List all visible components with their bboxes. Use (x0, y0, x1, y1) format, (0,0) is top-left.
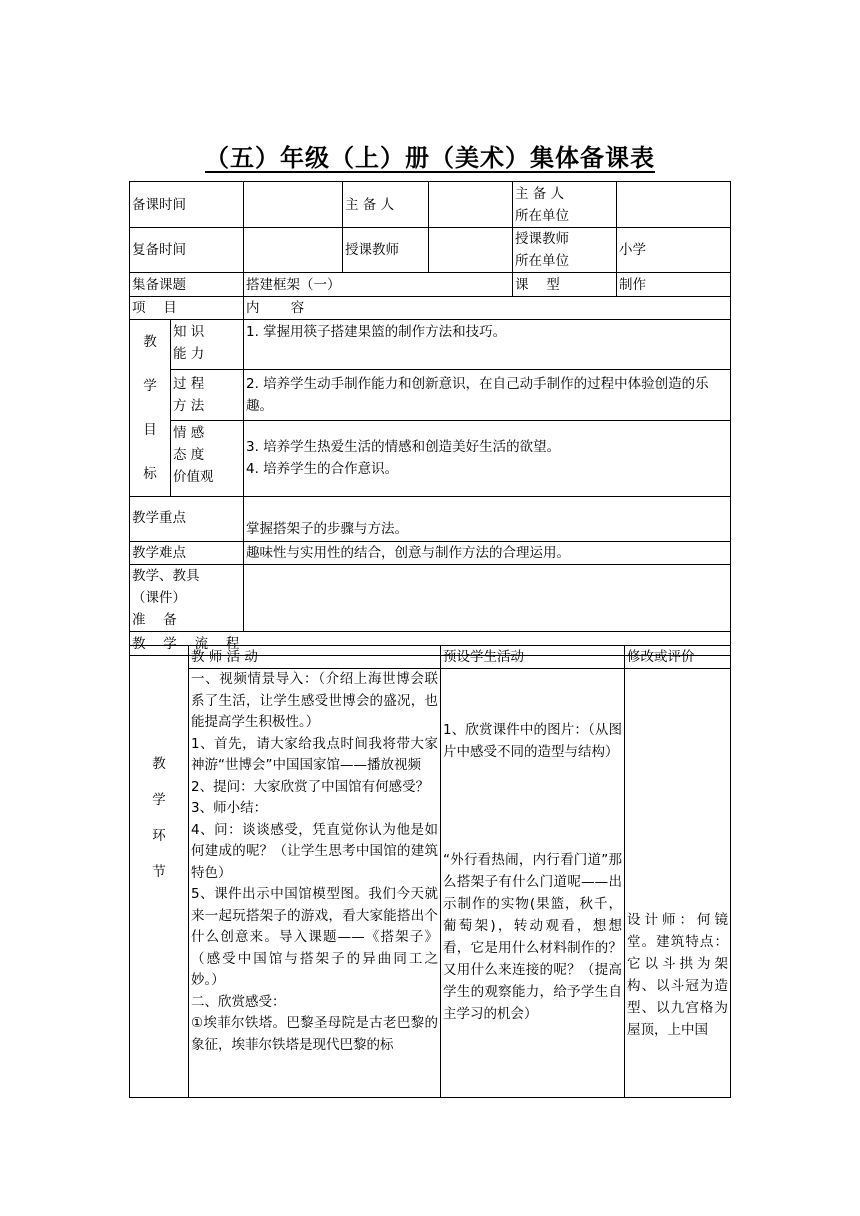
teacher-unit-value: 小学 (617, 228, 731, 273)
teacher-activity-text: 一、视频情景导入：（介绍上海世博会联系了生活，让学生感受世博会的盛况，也能提高学生积极性。） 1、首先，请大家给我点时间我将带大家神游“世博会”中国国家馆——播放视频 2、提问：大家欣赏了中国馆有何感受？ 3、师小结： 4、问：谈谈感受，凭直觉你认为他是如何建成的呢？（让学生思考中国馆的建筑特色） 5、课件出示中国馆模型图。我们今天就来一起玩搭架子的游戏，看大家能搭出个什么创意来。导入课题——《搭架子》（感受中国馆与搭架子的异曲同工之妙。） 二、欣赏感受： ①埃菲尔铁塔。巴黎圣母院是古老巴黎的象征，埃菲尔铁塔是现代巴黎的标 (189, 669, 441, 1098)
lead-unit-value (617, 182, 731, 228)
lead-preparer-value (429, 182, 513, 228)
difficulty-label: 教学难点 (130, 542, 244, 565)
teacher-label: 授课教师 (343, 228, 429, 273)
prep-time-value (244, 182, 343, 228)
knowledge-label: 知 识 能 力 (171, 320, 244, 370)
process-text: 2. 培养学生动手制作能力和创新意识，在自己动手制作的过程中体验创造的乐趣。 (244, 369, 731, 420)
prep-text (244, 565, 731, 632)
teacher-value (429, 228, 513, 273)
lesson-type-value: 制作 (617, 273, 731, 297)
lesson-info-table (129, 181, 731, 656)
teaching-flow-table (129, 645, 731, 1098)
process-label: 过 程 方 法 (171, 369, 244, 420)
prep-label: 教学、教具 （课件） 准 备 (130, 565, 244, 632)
prep-time-label: 备课时间 (130, 182, 244, 228)
lead-unit-label: 主 备 人 所在单位 (513, 182, 617, 228)
teacher-unit-label: 授课教师 所在单位 (513, 228, 617, 273)
page-title: （五）年级（上）册（美术）集体备课表 (205, 144, 655, 172)
key-point-text: 掌握搭架子的步骤与方法。 (244, 497, 731, 542)
review-time-label: 复备时间 (130, 228, 244, 273)
review-time-value (244, 228, 343, 273)
item-label: 项 目 (130, 297, 244, 320)
student-activity-header: 预设学生活动 (441, 646, 625, 669)
objectives-side-label: 教 学 目 标 (130, 320, 171, 497)
teacher-activity-header: 教 师 活 动 (189, 646, 441, 669)
emotion-label: 情 感 态 度 价值观 (171, 420, 244, 496)
flow-side-label: 教 学 环 节 (130, 646, 189, 1098)
difficulty-text: 趣味性与实用性的结合，创意与制作方法的合理运用。 (244, 542, 731, 565)
lesson-type-label: 课 型 (513, 273, 617, 297)
flow-label: 教 学 流 程 (130, 632, 731, 656)
emotion-text: 3. 培养学生热爱生活的情感和创造美好生活的欲望。 4. 培养学生的合作意识。 (244, 420, 731, 496)
comment-text: 设计师：何镜堂。建筑特点：它以斗拱为架构、以斗冠为造型、以九宫格为屋顶，上中国 (625, 669, 731, 1098)
comment-header: 修改或评价 (625, 646, 731, 669)
topic-label: 集备课题 (130, 273, 244, 297)
student-activity-cell: 1、欣赏课件中的图片：（从图片中感受不同的造型与结构） “外行看热闹，内行看门道”那么搭架子有什么门道呢——出示制作的实物(果篮，秋千，葡萄架)，转动观看，想想看，它是用什么材料制作的？又用什么来连接的呢？（提高学生的观察能力，给予学生自主学习的机会） (441, 669, 625, 1098)
lead-preparer-label: 主 备 人 (343, 182, 429, 228)
key-point-label: 教学重点 (130, 497, 244, 542)
content-label: 内 容 (244, 297, 731, 320)
knowledge-text: 1. 掌握用筷子搭建果篮的制作方法和技巧。 (244, 320, 731, 370)
topic-value: 搭建框架（一） (244, 273, 513, 297)
